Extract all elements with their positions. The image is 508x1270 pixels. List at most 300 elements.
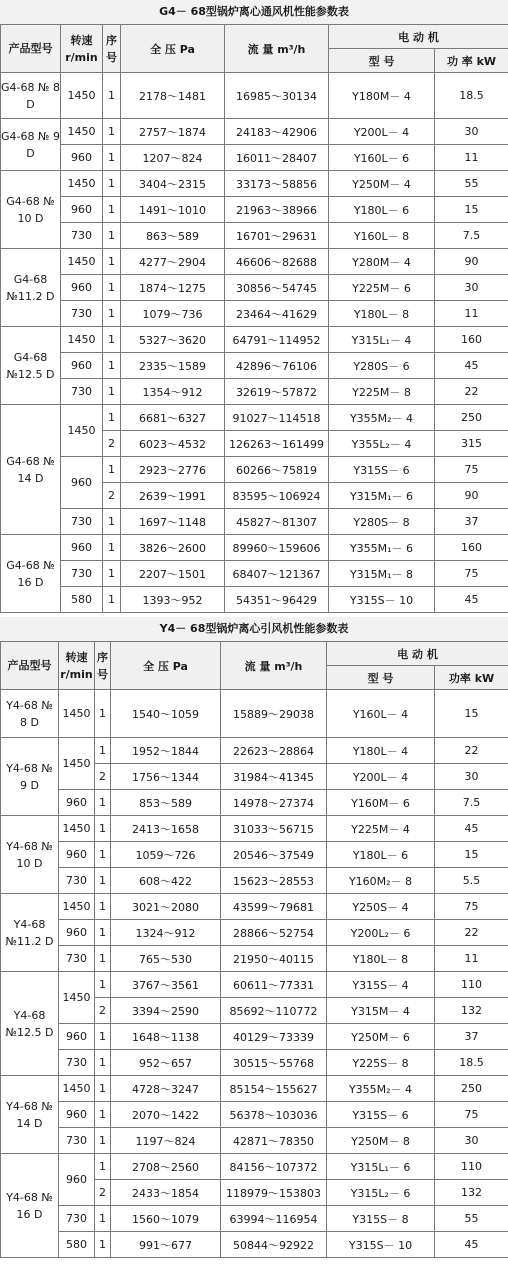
cell-speed: 730	[61, 301, 103, 327]
cell-power: 5.5	[435, 868, 508, 894]
header-seq: 序号	[103, 25, 121, 73]
cell-motor-model: Y225M－ 4	[327, 816, 435, 842]
cell-pressure: 1491～1010	[121, 197, 225, 223]
cell-motor-model: Y160L－ 6	[329, 145, 435, 171]
cell-pressure: 3826～2600	[121, 535, 225, 561]
cell-flow: 85692～110772	[221, 998, 327, 1024]
table-row	[1, 145, 508, 171]
cell-power: 55	[435, 171, 508, 197]
cell-pressure: 3767～3561	[111, 972, 221, 998]
cell-power: 45	[435, 816, 508, 842]
cell-flow: 21950～40115	[221, 946, 327, 972]
cell-pressure: 2923～2776	[121, 457, 225, 483]
cell-seq: 1	[95, 842, 111, 868]
cell-seq: 2	[95, 1180, 111, 1206]
cell-seq: 1	[95, 868, 111, 894]
cell-speed: 730	[59, 868, 95, 894]
cell-seq: 1	[95, 972, 111, 998]
cell-power: 18.5	[435, 1050, 508, 1076]
table-row	[1, 197, 508, 223]
table-row	[1, 535, 508, 561]
cell-motor-model: Y315L₂－ 6	[327, 1180, 435, 1206]
table-row	[1, 405, 508, 431]
cell-power: 30	[435, 119, 508, 145]
cell-model: Y4-68 №11.2 D	[1, 894, 59, 972]
cell-motor-model: Y315L₁－ 6	[327, 1154, 435, 1180]
cell-speed: 1450	[59, 894, 95, 920]
cell-motor-model: Y315S－ 4	[327, 972, 435, 998]
cell-model: G4-68 № 10 D	[1, 171, 61, 249]
cell-pressure: 2639～1991	[121, 483, 225, 509]
cell-model: Y4-68 № 10 D	[1, 816, 59, 894]
cell-pressure: 1756～1344	[111, 764, 221, 790]
cell-pressure: 1952～1844	[111, 738, 221, 764]
table-row	[1, 790, 508, 816]
cell-flow: 126263～161499	[225, 431, 329, 457]
cell-flow: 50844～92922	[221, 1232, 327, 1258]
cell-power: 160	[435, 327, 508, 353]
cell-pressure: 1874～1275	[121, 275, 225, 301]
g4-parameter-table	[0, 24, 508, 613]
cell-speed: 1450	[59, 690, 95, 738]
cell-power: 75	[435, 561, 508, 587]
cell-seq: 2	[95, 764, 111, 790]
table-row	[1, 1024, 508, 1050]
cell-speed: 960	[59, 1154, 95, 1206]
cell-speed: 1450	[59, 972, 95, 1024]
table-row	[1, 920, 508, 946]
cell-pressure: 2708～2560	[111, 1154, 221, 1180]
cell-speed: 730	[59, 946, 95, 972]
cell-power: 160	[435, 535, 508, 561]
cell-speed: 730	[59, 1050, 95, 1076]
cell-flow: 91027～114518	[225, 405, 329, 431]
cell-model: G4-68 № 9 D	[1, 119, 61, 171]
cell-motor-model: Y315M－ 4	[327, 998, 435, 1024]
cell-seq: 2	[103, 431, 121, 457]
cell-power: 37	[435, 509, 508, 535]
cell-seq: 1	[103, 171, 121, 197]
cell-power: 75	[435, 457, 508, 483]
cell-pressure: 1324～912	[111, 920, 221, 946]
cell-flow: 33173～58856	[225, 171, 329, 197]
table-row	[1, 1206, 508, 1232]
cell-motor-model: Y315S－ 6	[329, 457, 435, 483]
header-pressure: 全 压 Pa	[111, 642, 221, 690]
y4-parameter-table	[0, 641, 508, 1258]
cell-model: Y4-68 № 16 D	[1, 1154, 59, 1258]
cell-seq: 1	[103, 327, 121, 353]
cell-seq: 1	[103, 587, 121, 613]
cell-speed: 1450	[61, 119, 103, 145]
table-row	[1, 894, 508, 920]
cell-flow: 31033～56715	[221, 816, 327, 842]
cell-flow: 46606～82688	[225, 249, 329, 275]
cell-power: 15	[435, 690, 508, 738]
cell-power: 250	[435, 1076, 508, 1102]
cell-flow: 42896～76106	[225, 353, 329, 379]
cell-seq: 1	[103, 535, 121, 561]
cell-flow: 54351～96429	[225, 587, 329, 613]
cell-speed: 1450	[61, 249, 103, 275]
cell-flow: 15623～28553	[221, 868, 327, 894]
cell-speed: 960	[59, 1024, 95, 1050]
cell-flow: 31984～41345	[221, 764, 327, 790]
cell-pressure: 2413～1658	[111, 816, 221, 842]
cell-motor-model: Y180L－ 6	[329, 197, 435, 223]
cell-motor-model: Y225S－ 8	[327, 1050, 435, 1076]
cell-power: 22	[435, 738, 508, 764]
cell-flow: 23464～41629	[225, 301, 329, 327]
cell-power: 18.5	[435, 73, 508, 119]
cell-pressure: 6681～6327	[121, 405, 225, 431]
y4-table-title: Y4－ 68型锅炉离心引风机性能参数表	[0, 617, 508, 641]
table-row	[1, 119, 508, 145]
cell-power: 90	[435, 483, 508, 509]
cell-power: 22	[435, 920, 508, 946]
cell-speed: 1450	[59, 738, 95, 790]
cell-seq: 1	[103, 457, 121, 483]
cell-motor-model: Y355M₂－ 4	[329, 405, 435, 431]
cell-speed: 730	[59, 1206, 95, 1232]
cell-pressure: 4277～2904	[121, 249, 225, 275]
cell-power: 11	[435, 946, 508, 972]
cell-speed: 1450	[61, 73, 103, 119]
y4-header-row	[1, 642, 508, 666]
cell-power: 110	[435, 972, 508, 998]
cell-pressure: 1354～912	[121, 379, 225, 405]
cell-flow: 16985～30134	[225, 73, 329, 119]
cell-power: 55	[435, 1206, 508, 1232]
table-row	[1, 738, 508, 764]
cell-motor-model: Y200L－ 4	[327, 764, 435, 790]
table-row	[1, 1128, 508, 1154]
cell-flow: 64791～114952	[225, 327, 329, 353]
cell-seq: 1	[103, 145, 121, 171]
cell-motor-model: Y280M－ 4	[329, 249, 435, 275]
g4-header-row	[1, 25, 508, 49]
cell-speed: 960	[61, 275, 103, 301]
cell-flow: 32619～57872	[225, 379, 329, 405]
cell-speed: 960	[59, 790, 95, 816]
cell-power: 75	[435, 894, 508, 920]
table-row	[1, 816, 508, 842]
cell-pressure: 1560～1079	[111, 1206, 221, 1232]
cell-power: 132	[435, 998, 508, 1024]
cell-speed: 960	[61, 197, 103, 223]
cell-pressure: 952～657	[111, 1050, 221, 1076]
cell-pressure: 1197～824	[111, 1128, 221, 1154]
cell-motor-model: Y160L－ 4	[327, 690, 435, 738]
cell-model: Y4-68 № 9 D	[1, 738, 59, 816]
cell-pressure: 991～677	[111, 1232, 221, 1258]
cell-motor-model: Y180M－ 4	[329, 73, 435, 119]
cell-seq: 1	[95, 920, 111, 946]
cell-flow: 30515～55768	[221, 1050, 327, 1076]
cell-speed: 1450	[59, 1076, 95, 1102]
table-row	[1, 868, 508, 894]
cell-power: 30	[435, 275, 508, 301]
table-row	[1, 223, 508, 249]
cell-seq: 1	[95, 1206, 111, 1232]
cell-model: Y4-68 № 8 D	[1, 690, 59, 738]
cell-flow: 63994～116954	[221, 1206, 327, 1232]
cell-seq: 1	[95, 1024, 111, 1050]
cell-seq: 1	[95, 738, 111, 764]
table-row	[1, 457, 508, 483]
cell-flow: 22623～28864	[221, 738, 327, 764]
cell-pressure: 2207～1501	[121, 561, 225, 587]
cell-speed: 1450	[61, 171, 103, 197]
cell-speed: 730	[61, 223, 103, 249]
cell-speed: 960	[59, 920, 95, 946]
table-row	[1, 171, 508, 197]
cell-flow: 40129～73339	[221, 1024, 327, 1050]
cell-power: 90	[435, 249, 508, 275]
cell-flow: 16011～28407	[225, 145, 329, 171]
cell-pressure: 2178～1481	[121, 73, 225, 119]
cell-seq: 1	[95, 690, 111, 738]
cell-seq: 1	[95, 1050, 111, 1076]
cell-seq: 1	[103, 119, 121, 145]
table-row	[1, 1154, 508, 1180]
cell-seq: 1	[103, 301, 121, 327]
cell-power: 11	[435, 145, 508, 171]
cell-pressure: 6023～4532	[121, 431, 225, 457]
header-motor-model: 型 号	[327, 666, 435, 690]
cell-seq: 1	[103, 73, 121, 119]
cell-power: 30	[435, 1128, 508, 1154]
cell-pressure: 2433～1854	[111, 1180, 221, 1206]
cell-speed: 730	[61, 509, 103, 535]
cell-seq: 1	[103, 509, 121, 535]
cell-motor-model: Y315S－ 10	[329, 587, 435, 613]
cell-speed: 960	[61, 457, 103, 509]
cell-power: 45	[435, 587, 508, 613]
cell-speed: 580	[61, 587, 103, 613]
cell-power: 75	[435, 1102, 508, 1128]
cell-pressure: 3404～2315	[121, 171, 225, 197]
cell-flow: 60266～75819	[225, 457, 329, 483]
header-motor-model: 型 号	[329, 49, 435, 73]
cell-pressure: 2757～1874	[121, 119, 225, 145]
cell-pressure: 2335～1589	[121, 353, 225, 379]
header-motor: 电 动 机	[329, 25, 508, 49]
cell-model: G4-68 №12.5 D	[1, 327, 61, 405]
cell-speed: 730	[61, 379, 103, 405]
table-row	[1, 1076, 508, 1102]
cell-flow: 42871～78350	[221, 1128, 327, 1154]
cell-flow: 118979～153803	[221, 1180, 327, 1206]
cell-flow: 84156～107372	[221, 1154, 327, 1180]
table-row	[1, 509, 508, 535]
cell-power: 11	[435, 301, 508, 327]
cell-power: 45	[435, 1232, 508, 1258]
cell-seq: 1	[95, 1232, 111, 1258]
cell-pressure: 1059～726	[111, 842, 221, 868]
cell-power: 315	[435, 431, 508, 457]
cell-pressure: 1393～952	[121, 587, 225, 613]
cell-power: 30	[435, 764, 508, 790]
cell-flow: 21963～38966	[225, 197, 329, 223]
cell-model: Y4-68 № 14 D	[1, 1076, 59, 1154]
cell-flow: 14978～27374	[221, 790, 327, 816]
cell-speed: 960	[59, 842, 95, 868]
header-speed: 转速 r/min	[59, 642, 95, 690]
cell-seq: 1	[95, 790, 111, 816]
cell-flow: 89960～159606	[225, 535, 329, 561]
cell-seq: 1	[95, 894, 111, 920]
cell-seq: 1	[95, 816, 111, 842]
table-row	[1, 690, 508, 738]
cell-motor-model: Y315S－ 8	[327, 1206, 435, 1232]
cell-pressure: 1648～1138	[111, 1024, 221, 1050]
cell-power: 132	[435, 1180, 508, 1206]
cell-power: 15	[435, 197, 508, 223]
cell-seq: 1	[95, 946, 111, 972]
y4-table-body	[1, 690, 508, 1258]
cell-power: 37	[435, 1024, 508, 1050]
cell-motor-model: Y160M－ 6	[327, 790, 435, 816]
cell-flow: 16701～29631	[225, 223, 329, 249]
cell-power: 110	[435, 1154, 508, 1180]
cell-motor-model: Y180L－ 8	[327, 946, 435, 972]
cell-flow: 45827～81307	[225, 509, 329, 535]
cell-flow: 43599～79681	[221, 894, 327, 920]
table-row	[1, 587, 508, 613]
table-row	[1, 73, 508, 119]
cell-power: 15	[435, 842, 508, 868]
cell-power: 22	[435, 379, 508, 405]
cell-seq: 1	[103, 223, 121, 249]
cell-power: 7.5	[435, 790, 508, 816]
table-row	[1, 1050, 508, 1076]
cell-seq: 1	[95, 1154, 111, 1180]
cell-flow: 85154～155627	[221, 1076, 327, 1102]
cell-pressure: 3021～2080	[111, 894, 221, 920]
table-row	[1, 842, 508, 868]
header-power: 功率 kW	[435, 666, 508, 690]
header-speed: 转速 r/min	[61, 25, 103, 73]
cell-motor-model: Y200L₂－ 6	[327, 920, 435, 946]
cell-pressure: 1697～1148	[121, 509, 225, 535]
cell-motor-model: Y225M－ 8	[329, 379, 435, 405]
cell-motor-model: Y200L－ 4	[329, 119, 435, 145]
cell-seq: 2	[95, 998, 111, 1024]
cell-speed: 960	[61, 353, 103, 379]
cell-pressure: 2070～1422	[111, 1102, 221, 1128]
cell-seq: 1	[95, 1076, 111, 1102]
cell-seq: 1	[103, 561, 121, 587]
cell-motor-model: Y315L₁－ 4	[329, 327, 435, 353]
cell-power: 45	[435, 353, 508, 379]
cell-flow: 56378～103036	[221, 1102, 327, 1128]
cell-motor-model: Y280S－ 8	[329, 509, 435, 535]
header-motor: 电 动 机	[327, 642, 508, 666]
cell-seq: 2	[103, 483, 121, 509]
cell-motor-model: Y250M－ 8	[327, 1128, 435, 1154]
cell-speed: 1450	[61, 327, 103, 353]
cell-seq: 1	[95, 1102, 111, 1128]
cell-seq: 1	[103, 405, 121, 431]
table-row	[1, 946, 508, 972]
cell-model: G4-68 № 16 D	[1, 535, 61, 613]
cell-flow: 83595～106924	[225, 483, 329, 509]
cell-speed: 960	[61, 145, 103, 171]
cell-seq: 1	[103, 275, 121, 301]
cell-power: 7.5	[435, 223, 508, 249]
cell-pressure: 5327～3620	[121, 327, 225, 353]
table-row	[1, 275, 508, 301]
table-row	[1, 1102, 508, 1128]
cell-flow: 60611～77331	[221, 972, 327, 998]
cell-pressure: 863～589	[121, 223, 225, 249]
cell-seq: 1	[95, 1128, 111, 1154]
table-row	[1, 379, 508, 405]
cell-motor-model: Y315M₁－ 6	[329, 483, 435, 509]
g4-table-body	[1, 73, 508, 613]
cell-motor-model: Y250M－ 4	[329, 171, 435, 197]
header-model: 产品型号	[1, 25, 61, 73]
table-row	[1, 353, 508, 379]
cell-motor-model: Y180L－ 8	[329, 301, 435, 327]
cell-motor-model: Y315S－ 10	[327, 1232, 435, 1258]
cell-seq: 1	[103, 379, 121, 405]
cell-speed: 580	[59, 1232, 95, 1258]
cell-pressure: 1207～824	[121, 145, 225, 171]
cell-seq: 1	[103, 353, 121, 379]
cell-speed: 1450	[61, 405, 103, 457]
cell-pressure: 3394～2590	[111, 998, 221, 1024]
cell-speed: 960	[61, 535, 103, 561]
cell-model: G4-68 №11.2 D	[1, 249, 61, 327]
cell-model: Y4-68 №12.5 D	[1, 972, 59, 1076]
cell-speed: 730	[61, 561, 103, 587]
table-row	[1, 301, 508, 327]
cell-seq: 1	[103, 249, 121, 275]
cell-flow: 30856～54745	[225, 275, 329, 301]
table-row	[1, 561, 508, 587]
cell-flow: 20546～37549	[221, 842, 327, 868]
table-row	[1, 249, 508, 275]
cell-motor-model: Y315S－ 6	[327, 1102, 435, 1128]
cell-flow: 24183～42906	[225, 119, 329, 145]
cell-pressure: 4728～3247	[111, 1076, 221, 1102]
cell-power: 250	[435, 405, 508, 431]
cell-pressure: 1540～1059	[111, 690, 221, 738]
cell-model: G4-68 № 8 D	[1, 73, 61, 119]
cell-pressure: 608～422	[111, 868, 221, 894]
cell-model: G4-68 № 14 D	[1, 405, 61, 535]
cell-flow: 68407～121367	[225, 561, 329, 587]
cell-motor-model: Y315M₁－ 8	[329, 561, 435, 587]
header-flow: 流 量 m³/h	[221, 642, 327, 690]
cell-motor-model: Y355L₂－ 4	[329, 431, 435, 457]
cell-speed: 1450	[59, 816, 95, 842]
cell-motor-model: Y355M₁－ 6	[329, 535, 435, 561]
cell-motor-model: Y180L－ 6	[327, 842, 435, 868]
cell-motor-model: Y280S－ 6	[329, 353, 435, 379]
cell-flow: 28866～52754	[221, 920, 327, 946]
cell-pressure: 1079～736	[121, 301, 225, 327]
cell-motor-model: Y180L－ 4	[327, 738, 435, 764]
cell-speed: 960	[59, 1102, 95, 1128]
cell-motor-model: Y160L－ 8	[329, 223, 435, 249]
table-row	[1, 1232, 508, 1258]
cell-pressure: 853～589	[111, 790, 221, 816]
cell-seq: 1	[103, 197, 121, 223]
header-flow: 流 量 m³/h	[225, 25, 329, 73]
